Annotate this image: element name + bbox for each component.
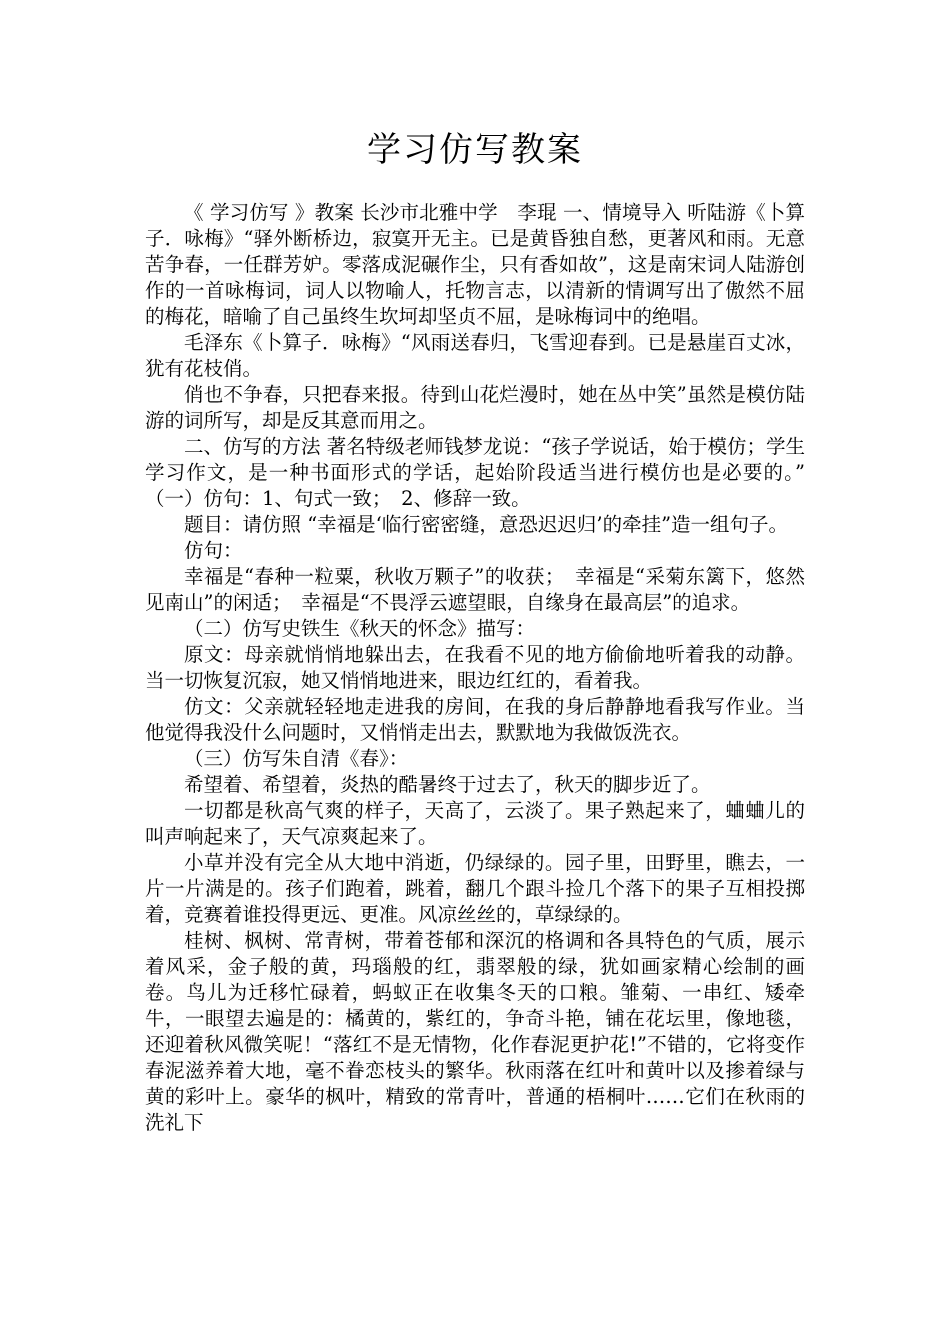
paragraph-method: 二、仿写的方法 著名特级老师钱梦龙说：“孩子学说话，始于模仿；学生学习作文，是一种书面形式的学话，起始阶段适当进行模仿也是必要的。” （一）仿句：1、句式一致； 2、修辞一致。 — [145, 435, 805, 510]
paragraph-sample-label: 仿句： — [184, 539, 243, 562]
document-body — [145, 200, 805, 1136]
paragraph-original-text: 原文：母亲就悄悄地躲出去，在我看不见的地方偷偷地听着我的动静。当一切恢复沉寂，她又悄悄地进来，眼边红红的，看着我。 — [145, 643, 805, 692]
paragraph-mao-poem: 毛泽东《卜算子．咏梅》“风雨送春归，飞雪迎春到。已是悬崖百丈冰，犹有花枝俏。 — [145, 331, 805, 380]
paragraph-autumn-1: 希望着、希望着，炎热的酷暑终于过去了，秋天的脚步近了。 — [184, 773, 711, 796]
paragraph-mao-poem-cont: 俏也不争春，只把春来报。待到山花烂漫时，她在丛中笑”虽然是模仿陆游的词所写，却是反其意而用之。 — [145, 383, 805, 432]
paragraph-autumn-4: 桂树、枫树、常青树，带着苍郁和深沉的格调和各具特色的气质，展示着风采，金子般的黄，玛瑙般的红，翡翠般的绿，犹如画家精心绘制的画卷。鸟儿为迁移忙碌着，蚂蚁正在收集冬天的口粮。雏菊、一串红、矮牵牛，一眼望去遍是的：橘黄的，紫红的，争奇斗艳，铺在花坛里，像地毯，还迎着秋风微笑呢！“落红不是无情物，化作春泥更护花!”不错的，它将变作春泥滋养着大地，毫不眷恋枝头的繁华。秋雨落在红叶和黄叶以及掺着绿与黄的彩叶上。豪华的枫叶，精致的常青叶，普通的梧桐叶……它们在秋雨的洗礼下 — [145, 929, 805, 1134]
paragraph-section-three: （三）仿写朱自清《春》： — [184, 747, 409, 770]
paragraph-sample-sentences: 幸福是“春种一粒粟，秋收万颗子”的收获； 幸福是“采菊东篱下，悠然见南山”的闲适； 幸福是“不畏浮云遮望眼，自缘身在最高层”的追求。 — [145, 565, 805, 614]
paragraph-autumn-3: 小草并没有完全从大地中消逝，仍绿绿的。园子里，田野里，瞧去，一片一片满是的。孩子们跑着，跳着，翻几个跟斗捡几个落下的果子互相投掷着，竞赛着谁投得更远、更准。风凉丝丝的，草绿绿的。 — [145, 851, 805, 926]
paragraph-section-two: （二）仿写史铁生《秋天的怀念》描写： — [184, 617, 536, 640]
document-title: 学习仿写教案 — [367, 130, 583, 170]
paragraph-intro: 《 学习仿写 》教案 长沙市北雅中学 李琨 一、情境导入 听陆游《卜算子．咏梅》“驿外断桥边，寂寞开无主。已是黄昏独自愁，更著风和雨。无意苦争春，一任群芳妒。零落成泥碾作尘，只有香如故”，这是南宋词人陆游创作的一首咏梅词，词人以物喻人，托物言志，以清新的情调写出了傲然不屈的梅花，暗喻了自己虽终生坎坷却坚贞不屈，是咏梅词中的绝唱。 — [145, 201, 805, 328]
paragraph-autumn-2: 一切都是秋高气爽的样子，天高了，云淡了。果子熟起来了，蛐蛐儿的叫声响起来了，天气凉爽起来了。 — [145, 799, 805, 848]
paragraph-exercise-topic: 题目：请仿照 “幸福是‘临行密密缝，意恐迟迟归’的牵挂”造一组句子。 — [184, 513, 789, 536]
paragraph-imitation-text: 仿文：父亲就轻轻地走进我的房间，在我的身后静静地看我写作业。当他觉得我没什么问题时，又悄悄走出去，默默地为我做饭洗衣。 — [145, 695, 805, 744]
